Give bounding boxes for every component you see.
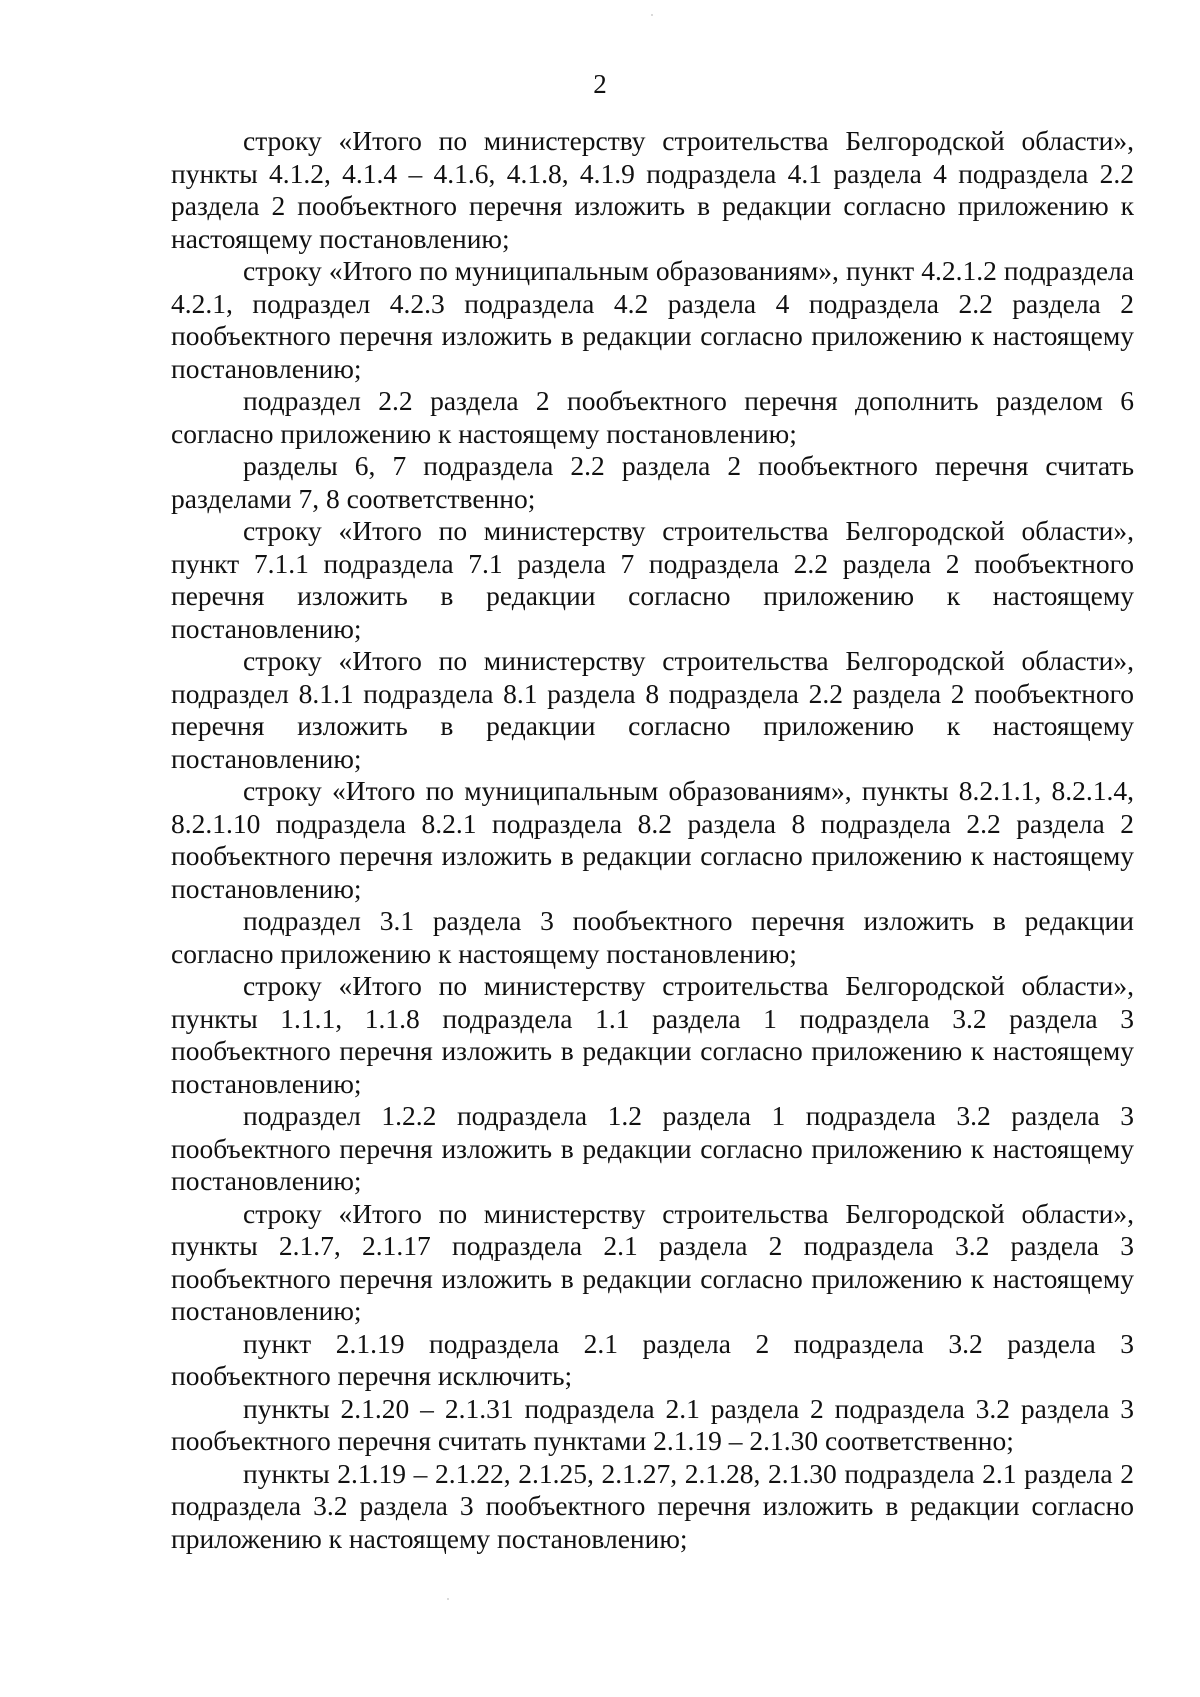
- paragraph: строку «Итого по муниципальным образованиям», пункты 8.2.1.1, 8.2.1.4, 8.2.1.10 подраздела 8.2.1 подраздела 8.2 раздела 8 подраздела 2.2 раздела 2 пообъектного перечня изложить в редакции согласно приложению к настоящему постановлению;: [171, 775, 1134, 904]
- paragraph: пункт 2.1.19 подраздела 2.1 раздела 2 подраздела 3.2 раздела 3 пообъектного перечня исключить;: [171, 1327, 1134, 1391]
- scan-speck: [447, 1598, 449, 1600]
- paragraph: пункты 2.1.20 – 2.1.31 подраздела 2.1 раздела 2 подраздела 3.2 раздела 3 пообъектного перечня считать пунктами 2.1.19 – 2.1.30 соответственно;: [171, 1392, 1134, 1456]
- paragraph: строку «Итого по муниципальным образованиям», пункт 4.2.1.2 подраздела 4.2.1, подраздел 4.2.3 подраздела 4.2 раздела 4 подраздела 2.2 раздела 2 пообъектного перечня изложить в редакции согласно приложению к настоящему постановлению;: [171, 255, 1134, 384]
- page-number: 2: [593, 69, 607, 99]
- scan-speck: [651, 14, 653, 16]
- paragraph: строку «Итого по министерству строительства Белгородской области», пункт 7.1.1 подраздела 7.1 раздела 7 подраздела 2.2 раздела 2 пообъектного перечня изложить в редакции согласно приложению к настоящему постановлению;: [171, 515, 1134, 644]
- paragraph: строку «Итого по министерству строительства Белгородской области», подраздел 8.1.1 подраздела 8.1 раздела 8 подраздела 2.2 раздела 2 пообъектного перечня изложить в редакции согласно приложению к настоящему постановлению;: [171, 645, 1134, 774]
- paragraph: подраздел 2.2 раздела 2 пообъектного перечня дополнить разделом 6 согласно приложению к настоящему постановлению;: [171, 385, 1134, 449]
- document-body: [171, 125, 1134, 1555]
- paragraph: строку «Итого по министерству строительства Белгородской области», пункты 1.1.1, 1.1.8 подраздела 1.1 раздела 1 подраздела 3.2 раздела 3 пообъектного перечня изложить в редакции согласно приложению к настоящему постановлению;: [171, 970, 1134, 1099]
- paragraph: строку «Итого по министерству строительства Белгородской области», пункты 4.1.2, 4.1.4 – 4.1.6, 4.1.8, 4.1.9 подраздела 4.1 раздела 4 подраздела 2.2 раздела 2 пообъектного перечня изложить в редакции согласно приложению к настоящему постановлению;: [171, 125, 1134, 254]
- paragraph: разделы 6, 7 подраздела 2.2 раздела 2 пообъектного перечня считать разделами 7, 8 соответственно;: [171, 450, 1134, 514]
- paragraph: строку «Итого по министерству строительства Белгородской области», пункты 2.1.7, 2.1.17 подраздела 2.1 раздела 2 подраздела 3.2 раздела 3 пообъектного перечня изложить в редакции согласно приложению к настоящему постановлению;: [171, 1197, 1134, 1326]
- paragraph: подраздел 1.2.2 подраздела 1.2 раздела 1 подраздела 3.2 раздела 3 пообъектного перечня изложить в редакции согласно приложению к настоящему постановлению;: [171, 1100, 1134, 1196]
- paragraph: пункты 2.1.19 – 2.1.22, 2.1.25, 2.1.27, 2.1.28, 2.1.30 подраздела 2.1 раздела 2 подраздела 3.2 раздела 3 пообъектного перечня изложить в редакции согласно приложению к настоящему постановлению;: [171, 1457, 1134, 1554]
- paragraph: подраздел 3.1 раздела 3 пообъектного перечня изложить в редакции согласно приложению к настоящему постановлению;: [171, 905, 1134, 969]
